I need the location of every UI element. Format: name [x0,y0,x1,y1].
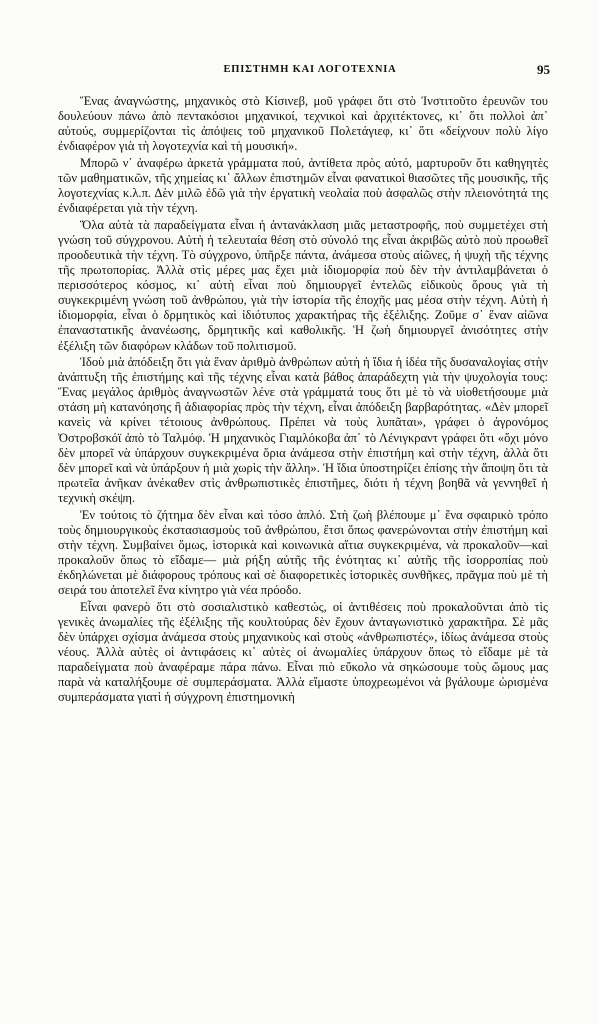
paragraph: Εἶναι φανερὸ ὅτι στὸ σοσιαλιστικὸ καθεστώς, οἱ ἀντιθέσεις ποὺ προκαλοῦνται ἀπὸ τὶς γενικὲς ἀνωμαλίες τῆς ἐξέλιξης τῆς κουλτούρας δὲν ἔχουν ἀνταγωνιστικὸ χαρακτῆρα. Σὲ μᾶς δὲν ὑπάρχει σχίσμα ἀνάμεσα στοὺς μηχανικοὺς καὶ στοὺς «ἀνθρωπιστές», ἰδίως ἀνάμεσα στοὺς νέους. Ἀλλὰ αὐτὲς οἱ ἀντιφάσεις κι᾽ αὐτὲς οἱ ἀνωμαλίες ὑπάρχουν ὅπως τὸ εἴδαμε μὲ τὰ παραδείγματα ποὺ ἀναφέραμε πάρα πάνω. Εἶναι πιὸ εὔκολο νὰ σηκώσουμε τοὺς ὤμους μας παρὰ νὰ καταλήξουμε σὲ συμπεράσματα. Ἀλλὰ εἴμαστε ὑποχρεωμένοι νὰ βγάλουμε ὡρισμένα συμπεράσματα γιατὶ ἡ σύγχρονη ἐπιστημονικὴ [58,599,548,705]
running-title: ΕΠΙΣΤΗΜΗ ΚΑΙ ΛΟΓΟΤΕΧΝΙΑ [223,64,397,75]
body-text [58,94,548,707]
paragraph: Ἰδοὺ μιὰ ἀπόδειξη ὅτι γιὰ ἕναν ἀριθμὸ ἀνθρώπων αὐτὴ ἡ ἴδια ἡ ἰδέα τῆς δυσαναλογίας στὴν ἀνάπτυξη τῆς ἐπιστήμης καὶ τῆς τέχνης εἶναι κατὰ βάθος ἀπαράδεχτη γιὰ τὴν ψυχολογία τους: Ἕνας μεγάλος ἀριθμὸς ἀναγνωστῶν λένε στὰ γράμματά τους ὅτι μὲ τὸ νὰ υἱοθετήσουμε μιὰ στάση μὴ κατανόησης ἢ ἀδιαφορίας πρὸς τὴν τέχνη, εἶναι ἀπόδειξη βαρβαρότητας. «Δὲν μπορεῖ κανεὶς νὰ κρίνει τέτοιους ἀνθρώπους. Πρέπει νὰ τοὺς λυπᾶται», γράφει ὁ ἀγρονόμος Ὀστροβσκόϊ ἀπὸ τὸ Ταλμόφ. Ἡ μηχανικὸς Γιαμλόκοβα ἀπ᾽ τὸ Λένιγκραντ γράφει ὅτι «ὄχι μόνο δὲν μπορεῖ νὰ ὑπάρχουν συγκεκριμένα ὅρια ἀνάμεσα στὴν ἐπιστήμη καὶ στὴν τέχνη, ἀλλὰ ὅτι δὲν μπορεῖ καὶ νὰ ὑπάρξουν ἡ μιὰ χωρὶς τὴν ἄλλη». Ἡ ἴδια ὑποστηρίζει ἐπίσης τὴν ἄποψη ὅτι τὰ πρωτεῖα ἀνῆκαν ἀνέκαθεν στὶς ἀνθρωπιστικὲς ἐπιστῆμες, διότι ἡ τέχνη βοηθᾶ νὰ γεννηθεῖ ἡ τεχνικὴ σκέψη. [58,355,548,505]
paragraph: Ἐν τούτοις τὸ ζήτημα δὲν εἶναι καὶ τόσο ἁπλό. Στὴ ζωὴ βλέπουμε μ᾽ ἕνα σφαιρικὸ τρόπο τοὺς δημιουργικοὺς ἐκστασιασμοὺς τοῦ ἀνθρώπου, ἔτσι ὅπως φανερώνονται στὴν ἐπιστήμη καὶ στὴν τέχνη. Συμβαίνει ὅμως, ἱστορικὰ καὶ κοινωνικὰ αἴτια συγκεκριμένα, νὰ προκαλοῦν—καὶ προκαλοῦν ὅπως τὸ εἴδαμε— μιὰ ρήξη αὐτῆς τῆς ἑνότητας κι᾽ αὐτῆς τῆς ἰσορροπίας ποὺ ἐκδηλώνεται μὲ διάφορους τρόπους καὶ σὲ διαφορετικὲς ἱστορικὲς συνθῆκες, πρᾶγμα ποὺ μὲ τὴ σειρά του ἀποτελεῖ ἕνα κίνητρο γιὰ νέα πρόοδο. [58,507,548,597]
paragraph: Μπορῶ ν᾽ ἀναφέρω ἀρκετὰ γράμματα πού, ἀντίθετα πρὸς αὐτό, μαρτυροῦν ὅτι καθηγητὲς τῶν μαθηματικῶν, τῆς χημείας κι᾽ ἄλλων ἐπιστημῶν εἶναι φανατικοὶ θιασῶτες τῆς μουσικῆς, τῆς λογοτεχνίας κ.λ.π. Δὲν μιλῶ ἐδῶ γιὰ τὴν ἐργατικὴ νεολαία ποὺ ἀσφαλῶς στὴν πλειονότητά της ἐνδιαφέρεται γιὰ τὴν τέχνη. [58,155,548,216]
paragraph: Ὅλα αὐτὰ τὰ παραδείγματα εἶναι ἡ ἀντανάκλαση μιᾶς μεταστροφῆς, ποὺ συμμετέχει στὴ γνώση τοῦ σύγχρονου. Αὐτὴ ἡ τελευταία θέση στὸ σύνολό της εἶναι ἀκριβῶς αὐτὸ ποὺ προωθεῖ προοδευτικὰ τὴν τέχνη. Τὸ σύγχρονο, ὑπῆρξε πάντα, ἀνάμεσα στοὺς αἰῶνες, ἡ ψυχὴ τῆς τέχνης τῆς πρωτοπορίας. Ἀλλὰ στὶς μέρες μας ἔχει μιὰ ἰδιομορφία ποὺ δὲν τὴν ἀντιλαμβάνεται ὁ περισσότερος κόσμος, κι᾽ αὐτὴ εἶναι ποὺ δημιουργεῖ ἐντελῶς εἰδικοὺς ὅρους γιὰ τὴ συγκεκριμένη γνώση τοῦ ἀνθρώπου, γιὰ τὴν ἱστορία τῆς ἐποχῆς μας μέσα στὴν τέχνη. Αὐτὴ ἡ ἰδιομορφία, εἶναι ὁ δρμητικὸς καὶ ἰδιότυπος χαρακτήρας τῆς ἐξέλιξης. Ζοῦμε σ᾽ ἕναν αἰῶνα ἐπαναστατικῆς ἀνανέωσης, δρμητικῆς καὶ καθολικῆς. Ἡ ζωὴ δημιουργεῖ ἀνισότητες στὴν ἐξέλιξη τῶν διαφόρων κλάδων τοῦ πολιτισμοῦ. [58,217,548,353]
page-number: 95 [537,62,550,77]
paragraph: Ἕνας ἀναγνώστης, μηχανικὸς στὸ Κίσινεβ, μοῦ γράφει ὅτι στὸ Ἰνστιτοῦτο ἐρευνῶν του δουλεύουν πάνω ἀπὸ πεντακόσιοι μηχανικοί, τεχνικοὶ καὶ ἀρχιτέκτονες, κι᾽ ὅτι πολλοὶ ἀπ᾽ αὐτούς, συμμερίζονται τὶς ἀπόψεις τοῦ μηχανικοῦ Πολετάγιεφ, κι᾽ ὅτι «δείχνουν πολὺ λίγο ἐνδιαφέρον γιὰ τὴ λογοτεχνία καὶ τὴ μουσική». [58,94,548,154]
running-head [70,62,550,80]
